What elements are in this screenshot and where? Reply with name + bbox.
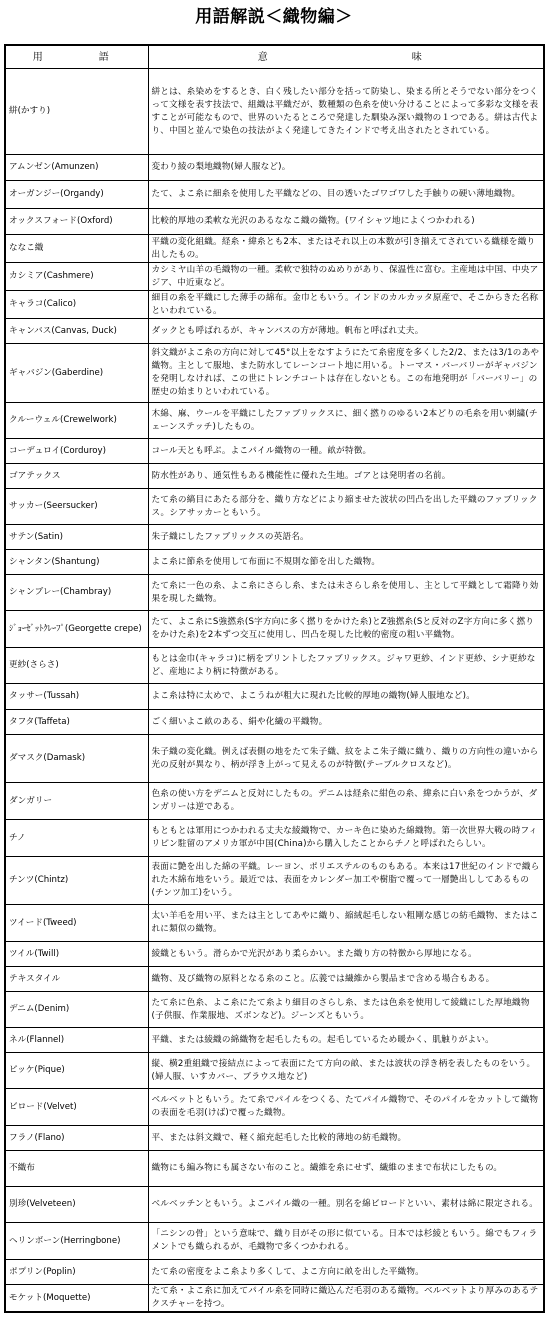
table-row bbox=[5, 489, 544, 525]
table-row bbox=[5, 710, 544, 735]
meaning-cell: 朱子織にしたファブリックスの英語名。 bbox=[148, 525, 544, 550]
table-row bbox=[5, 1126, 544, 1151]
term-cell: ダマスク(Damask) bbox=[5, 735, 148, 783]
table-row bbox=[5, 783, 544, 820]
table-row bbox=[5, 684, 544, 710]
term-cell: ポプリン(Poplin) bbox=[5, 1260, 148, 1285]
meaning-cell: ベルベッチンともいう。よこパイル織の一種。別名を綿ビロードといい、素材は綿に限定される。 bbox=[148, 1187, 544, 1223]
meaning-cell: 縦、横2重組織で接結点によって表面にたて方向の畝、または波状の浮き柄を表したものをいう。(婦人服、いすカバー、ブラウス地など) bbox=[148, 1053, 544, 1089]
table-row bbox=[5, 1260, 544, 1285]
term-cell: ツイード(Tweed) bbox=[5, 905, 148, 942]
table-row bbox=[5, 550, 544, 575]
term-cell: デニム(Denim) bbox=[5, 992, 148, 1028]
table-row bbox=[5, 181, 544, 209]
term-cell: 別珍(Velveteen) bbox=[5, 1187, 148, 1223]
meaning-cell: 細目の糸を平織にした薄手の綿布。金巾ともいう。インドのカルカッタ原産で、そこからきた名称といわれている。 bbox=[148, 291, 544, 319]
term-cell: フラノ(Flano) bbox=[5, 1126, 148, 1151]
table-row bbox=[5, 209, 544, 235]
term-cell: シャンタン(Shantung) bbox=[5, 550, 148, 575]
table-row bbox=[5, 648, 544, 684]
meaning-cell: よこ糸は特に太めで、よこうねが粗大に現れた比較的厚地の織物(婦人服地など)。 bbox=[148, 684, 544, 710]
table-row bbox=[5, 611, 544, 648]
meaning-cell: 色糸の使い方をデニムと反対にしたもの。デニムは経糸に紺色の糸、緯糸に白い糸をつかうが、ダンガリーは逆である。 bbox=[148, 783, 544, 820]
meaning-cell: 綾織ともいう。滑らかで光沢があり柔らかい。また織り方の特徴から厚地になる。 bbox=[148, 942, 544, 967]
table-row bbox=[5, 1285, 544, 1313]
term-cell: カシミア(Cashmere) bbox=[5, 263, 148, 291]
meaning-cell: 変わり綾の梨地織物(婦人服など)。 bbox=[148, 155, 544, 181]
table-row bbox=[5, 575, 544, 611]
meaning-cell: たて糸・よこ糸に加えてパイル糸を同時に織込んだ毛羽のある織物。ベルベットより厚みのあるテクスチャーを持つ。 bbox=[148, 1285, 544, 1313]
table-row bbox=[5, 857, 544, 905]
glossary-table bbox=[4, 44, 545, 1313]
term-cell: ピッケ(Pique) bbox=[5, 1053, 148, 1089]
term-cell: ダンガリー bbox=[5, 783, 148, 820]
meaning-cell: 斜文織がよこ糸の方向に対して45°以上をなすようにたて糸密度を多くした2/2、または3/1のあや織物。主として服地、また防水してレーンコート地に用いる。トーマス・バーバリーがギャバジンを発明しなければ、この世にトレンチコートは存在しないとも。この布地発明が「バーバリー」の歴史の始まりといわれている。 bbox=[148, 344, 544, 403]
term-cell: ツイル(Twill) bbox=[5, 942, 148, 967]
table-row bbox=[5, 1187, 544, 1223]
page-title: 用語解説＜織物編＞ bbox=[195, 7, 353, 27]
meaning-cell: 絣とは、糸染めをするとき、白く残したい部分を括って防染し、染まる所とそうでない部分をつくって文様を表す技法で、組織は平織だが、数種類の色糸を使い分けることによって多彩な文様を表すことが可能なもので、世界のいたるところで発達した馴染み深い織物の１つである。絣は古代より、中国と並んで染色の技法がよく発達してきたインドで考え出されたとされている。 bbox=[148, 69, 544, 155]
meaning-cell: 織物にも編み物にも属さない布のこと。繊維を糸にせず、繊維のままで布状にしたもの。 bbox=[148, 1151, 544, 1187]
meaning-cell: 平織、または綾織の綿織物を起毛したもの。起毛しているため暖かく、肌触りがよい。 bbox=[148, 1028, 544, 1053]
term-cell: サッカー(Seersucker) bbox=[5, 489, 148, 525]
meaning-cell: 平、または斜文織で、軽く縮充起毛した比較的薄地の紡毛織物。 bbox=[148, 1126, 544, 1151]
table-row bbox=[5, 464, 544, 489]
meaning-cell: 平織の変化組織。経糸・緯糸とも2本、またはそれ以上の本数が引き揃えてされている織様を織り出したもの。 bbox=[148, 235, 544, 263]
meaning-cell: 織物、及び織物の原料となる糸のこと。広義では繊維から製品まで含める場合もある。 bbox=[148, 967, 544, 992]
term-cell: ネル(Flannel) bbox=[5, 1028, 148, 1053]
table-row bbox=[5, 403, 544, 439]
table-row bbox=[5, 291, 544, 319]
table-row bbox=[5, 992, 544, 1028]
table-row bbox=[5, 525, 544, 550]
meaning-cell: 防水性があり、通気性もある機能性に優れた生地。ゴアとは発明者の名前。 bbox=[148, 464, 544, 489]
meaning-cell: 朱子織の変化織。例えば表側の地をたて朱子織、紋をよこ朱子織に織り、織りの方向性の違いから光の反射が異なり、柄が浮き上がって見えるのが特徴(テーブルクロスなど)。 bbox=[148, 735, 544, 783]
meaning-cell: もともとは軍用につかわれる丈夫な綾織物で、カーキ色に染めた綿織物。第一次世界大戦の時フィリピン駐留のアメリカ軍が中国(China)から購入したことからチノと呼ばれたらしい。 bbox=[148, 820, 544, 857]
term-cell: 絣(かすり) bbox=[5, 69, 148, 155]
term-column-header: 用 語 bbox=[5, 45, 148, 69]
table-row bbox=[5, 735, 544, 783]
term-cell: ビロード(Velvet) bbox=[5, 1089, 148, 1126]
term-cell: アムンゼン(Amunzen) bbox=[5, 155, 148, 181]
term-cell: 不織布 bbox=[5, 1151, 148, 1187]
table-row bbox=[5, 155, 544, 181]
term-cell: キャンバス(Canvas, Duck) bbox=[5, 319, 148, 344]
term-cell: チンツ(Chintz) bbox=[5, 857, 148, 905]
meaning-cell: カシミヤ山羊の毛織物の一種。柔軟で独特のぬめりがあり、保温性に富む。主産地は中国、中央アジア、中近東など。 bbox=[148, 263, 544, 291]
meaning-cell: たて糸の縞目にあたる部分を、織り方などにより縮ませた波状の凹凸を出した平織のファブリックス。シアサッカーともいう。 bbox=[148, 489, 544, 525]
table-row bbox=[5, 69, 544, 155]
term-cell: オックスフォード(Oxford) bbox=[5, 209, 148, 235]
table-row bbox=[5, 905, 544, 942]
glossary-body bbox=[5, 69, 544, 1313]
term-cell: キャラコ(Calico) bbox=[5, 291, 148, 319]
meaning-cell: たて糸に一色の糸、よこ糸にさらし糸、または未さらし糸を使用し、主として平織として霜降り効果を現した織物。 bbox=[148, 575, 544, 611]
table-row bbox=[5, 1028, 544, 1053]
meaning-cell: ベルベットともいう。たて糸でパイルをつくる、たてパイル織物で、そのパイルをカットして織物の表面を毛羽(けば)で覆った織物。 bbox=[148, 1089, 544, 1126]
term-cell: ヘリンボーン(Herringbone) bbox=[5, 1223, 148, 1260]
table-row bbox=[5, 263, 544, 291]
table-row bbox=[5, 344, 544, 403]
meaning-cell: 比較的厚地の柔軟な光沢のあるななこ織の織物。(ワイシャツ地によくつかわれる) bbox=[148, 209, 544, 235]
table-row bbox=[5, 1151, 544, 1187]
table-row bbox=[5, 1053, 544, 1089]
table-row bbox=[5, 1223, 544, 1260]
term-cell: ギャバジン(Gaberdine) bbox=[5, 344, 148, 403]
term-cell: テキスタイル bbox=[5, 967, 148, 992]
term-cell: クルーウェル(Crewelwork) bbox=[5, 403, 148, 439]
term-cell: タッサー(Tussah) bbox=[5, 684, 148, 710]
table-row bbox=[5, 1089, 544, 1126]
term-cell: 更紗(さらさ) bbox=[5, 648, 148, 684]
table-row bbox=[5, 319, 544, 344]
meaning-cell: たて糸に色糸、よこ糸にたて糸より細目のさらし糸、または色糸を使用して綾織にした厚地織物(子供服、作業服地、ズボンなど)。ジーンズともいう。 bbox=[148, 992, 544, 1028]
meaning-cell: ごく細いよこ畝のある、絹や化繊の平織物。 bbox=[148, 710, 544, 735]
term-cell: チノ bbox=[5, 820, 148, 857]
meaning-cell: たて、よこ糸にS強撚糸(S字方向に多く撚りをかけた糸)とZ強撚糸(Sと反対のZ字方向に多く撚りをかけた糸)を2本ずつ交互に使用し、凹凸を現した比較的密度の粗い平織物。 bbox=[148, 611, 544, 648]
meaning-column-header: 意 味 bbox=[148, 45, 544, 69]
meaning-cell: もとは金巾(キャラコ)に柄をプリントしたファブリックス。ジャワ更紗、インド更紗、シナ更紗など、産地により柄に特徴がある。 bbox=[148, 648, 544, 684]
term-cell: モケット(Moquette) bbox=[5, 1285, 148, 1313]
term-cell: コーデュロイ(Corduroy) bbox=[5, 439, 148, 464]
meaning-cell: 太い羊毛を用い平、または主としてあやに織り、縮絨起毛しない粗剛な感じの紡毛織物、またはこれに類似の織物。 bbox=[148, 905, 544, 942]
meaning-cell: たて糸の密度をよこ糸より多くして、よこ方向に畝を出した平織物。 bbox=[148, 1260, 544, 1285]
table-row bbox=[5, 942, 544, 967]
meaning-cell: 木綿、麻、ウールを平織にしたファブリックスに、細く撚りのゆるい2本どりの毛糸を用い刺繍(チェーンステッチ)したもの。 bbox=[148, 403, 544, 439]
meaning-cell: 表面に艶を出した綿の平織。レーヨン、ポリエステルのものもある。本来は17世紀のインドで織られた木綿布地をいう。最近では、表面をカレンダー加工や樹脂で覆って一層艶出ししてあるもの(チンツ加工)をいう。 bbox=[148, 857, 544, 905]
table-row bbox=[5, 439, 544, 464]
term-cell: サテン(Satin) bbox=[5, 525, 148, 550]
meaning-cell: たて、よこ糸に細糸を使用した平織などの、目の透いたゴワゴワした手触りの硬い薄地織物。 bbox=[148, 181, 544, 209]
meaning-cell: よこ糸に節糸を使用して布面に不規則な節を出した織物。 bbox=[148, 550, 544, 575]
table-row bbox=[5, 235, 544, 263]
meaning-cell: 「ニシンの骨」という意味で、織り目がその形に似ている。日本では杉綾ともいう。綿でもフィラメントでも織られるが、毛織物で多くつかわれる。 bbox=[148, 1223, 544, 1260]
term-cell: オーガンジー(Organdy) bbox=[5, 181, 148, 209]
term-cell: ゴアテックス bbox=[5, 464, 148, 489]
term-cell: シャンブレー(Chambray) bbox=[5, 575, 148, 611]
meaning-cell: ダックとも呼ばれるが、キャンバスの方が薄地。帆布と呼ばれ丈夫。 bbox=[148, 319, 544, 344]
term-cell: ｼﾞｮｰｾﾞｯﾄｸﾚｰﾌﾟ(Georgette crepe) bbox=[5, 611, 148, 648]
table-row bbox=[5, 820, 544, 857]
table-row bbox=[5, 967, 544, 992]
term-cell: ななこ織 bbox=[5, 235, 148, 263]
meaning-cell: コール天とも呼ぶ。よこパイル織物の一種。畝が特徴。 bbox=[148, 439, 544, 464]
term-cell: タフタ(Taffeta) bbox=[5, 710, 148, 735]
header-row bbox=[5, 45, 544, 69]
